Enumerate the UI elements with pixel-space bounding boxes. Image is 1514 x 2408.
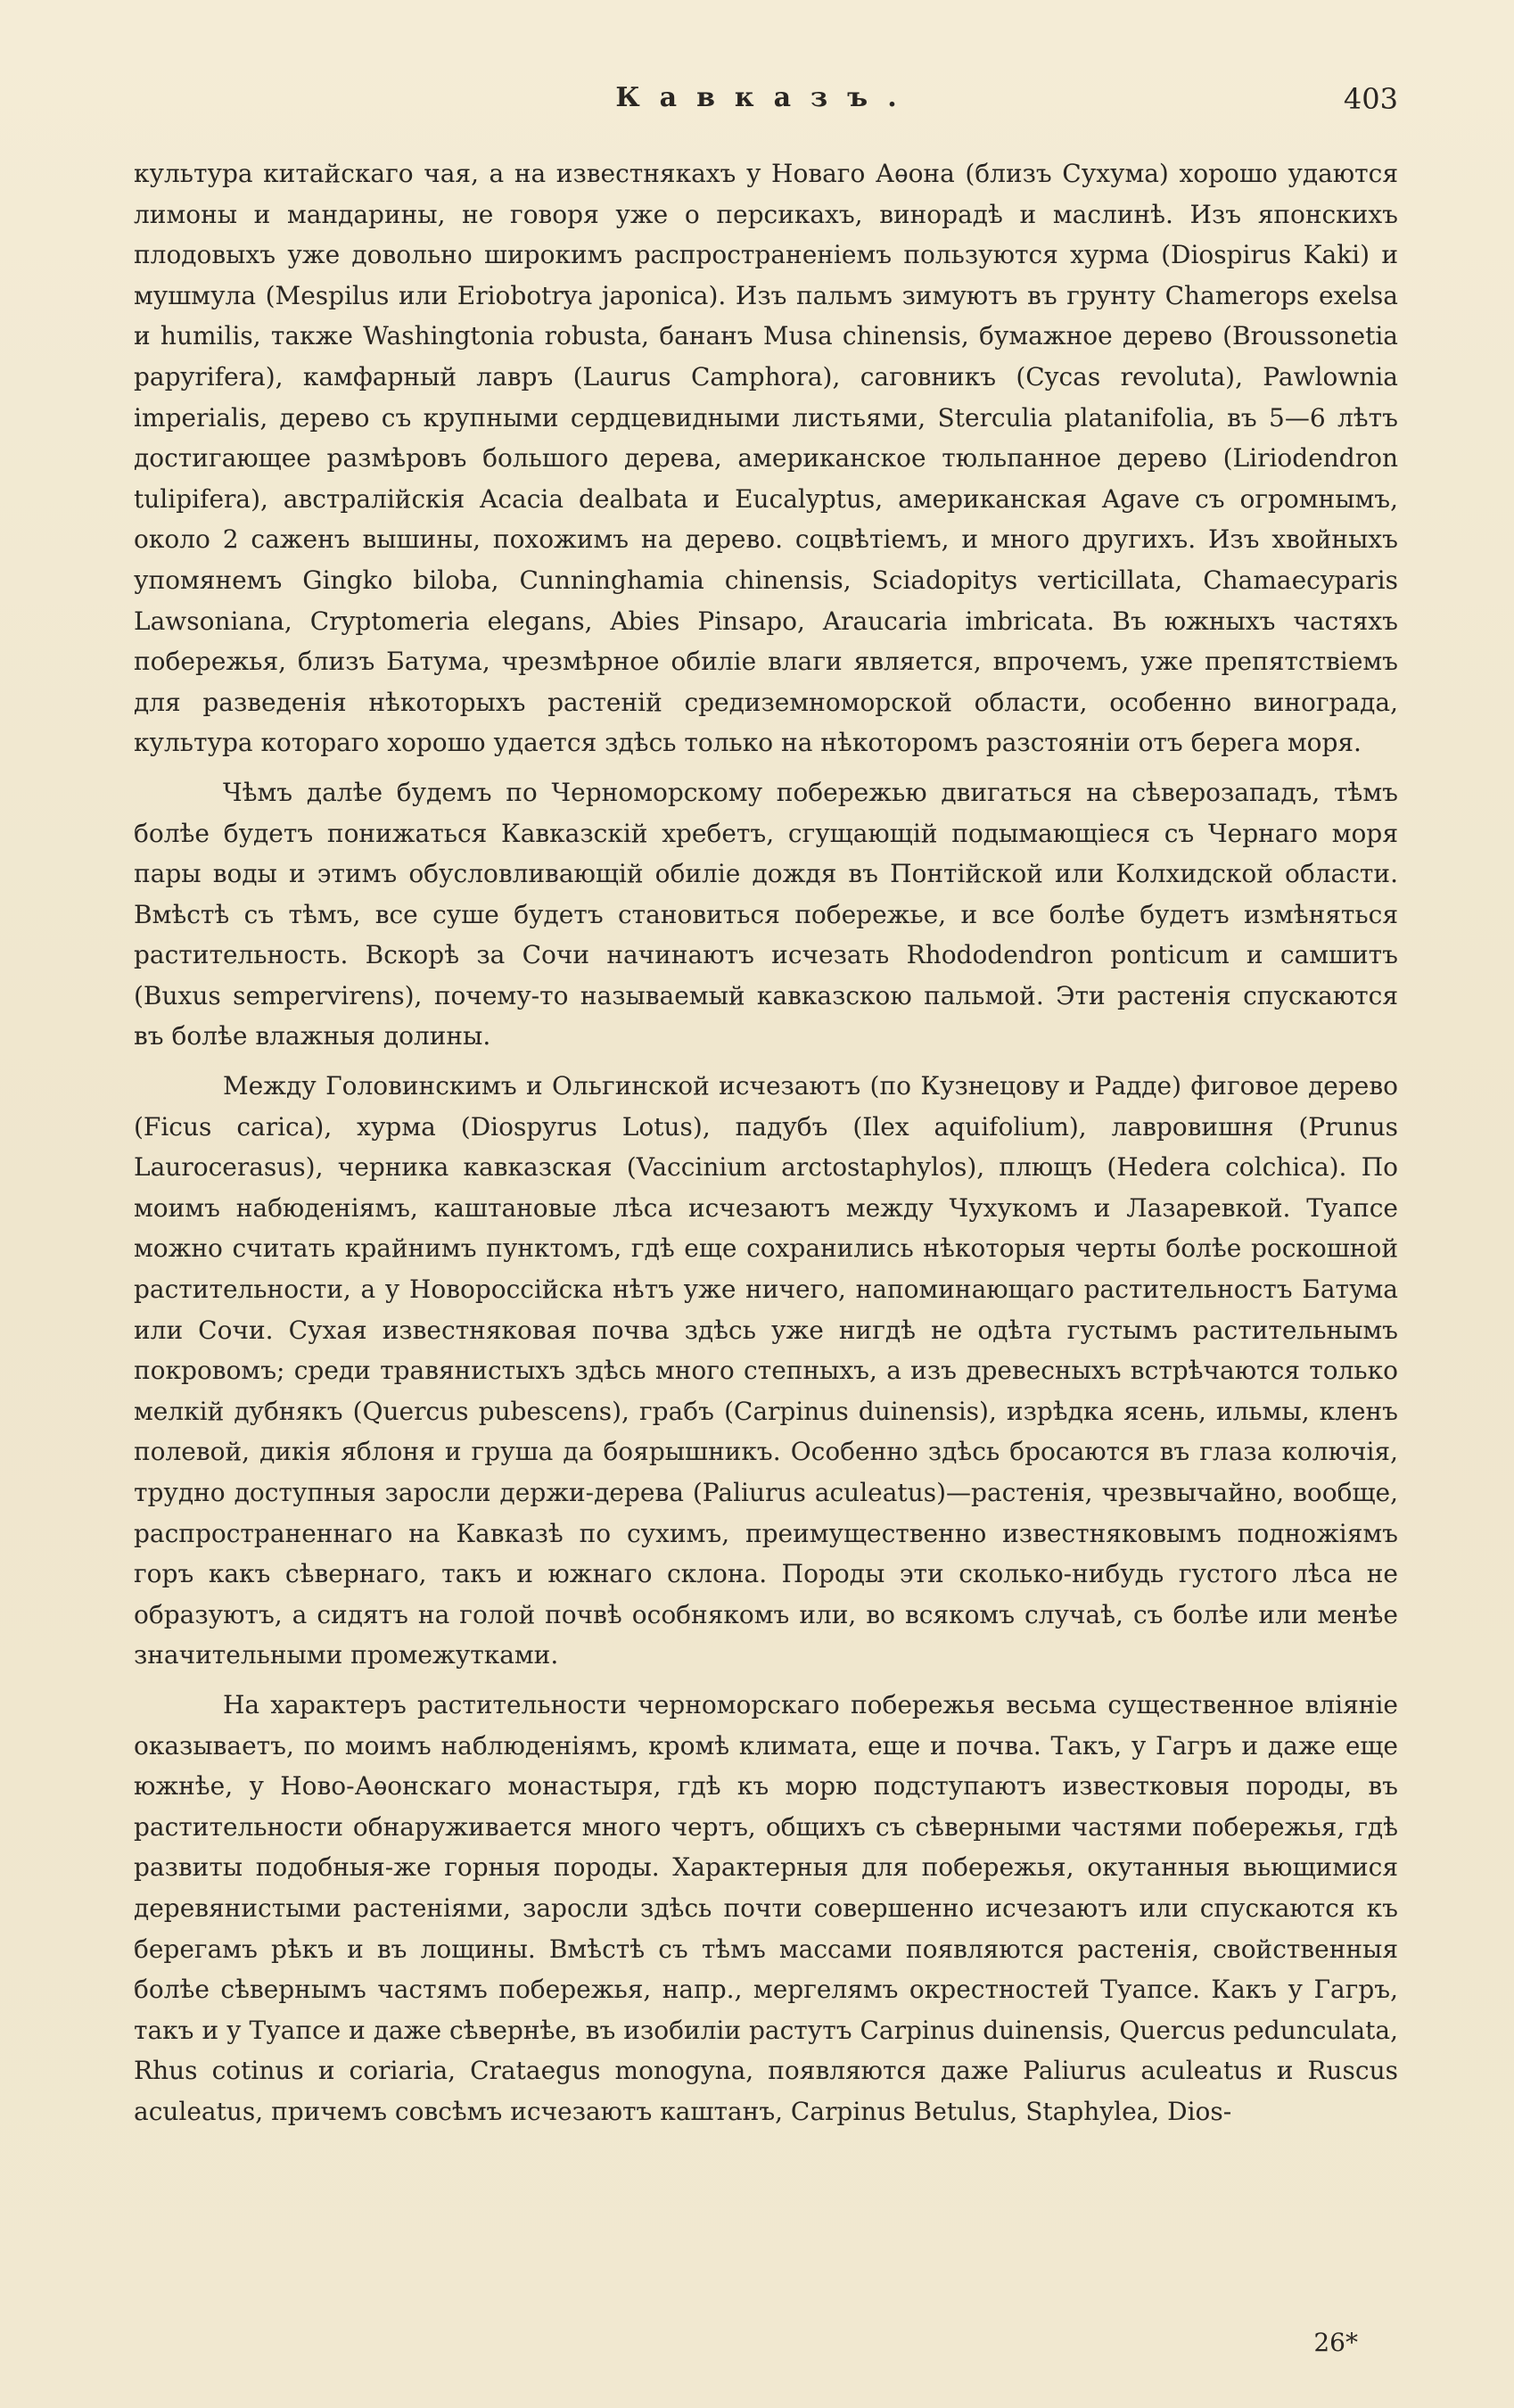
page-number: 403 <box>1343 82 1398 116</box>
paragraph: Между Головинскимъ и Ольгинской исчезаютъ (по Кузнецову и Радде) фиговое дерево (Ficus carica), хурма (Diospyrus Lotus), падубъ (Ilex aquifolium), лавровишня (Prunus Laurocerasus), черника кавказская (Vaccinium arctostaphylos), плющъ (Hedera colchica). По моимъ набюденіямъ, каштановые лѣса исчезаютъ между Чухукомъ и Лазаревкой. Туапсе можно считать крайнимъ пунктомъ, гдѣ еще сохранились нѣкоторыя черты болѣе роскошной растительности, а у Новороссійска нѣтъ уже ничего, напоминающаго растительностъ Батума или Сочи. Сухая известняковая почва здѣсь уже нигдѣ не одѣта густымъ растительнымъ покровомъ; среди травянистыхъ здѣсь много степныхъ, а изъ древесныхъ встрѣчаются только мелкій дубнякъ (Quercus pubescens), грабъ (Carpinus duinensis), изрѣдка ясень, ильмы, кленъ полевой, дикія яблоня и груша да боярышникъ. Особенно здѣсь бросаются въ глаза колючія, трудно доступныя заросли держи-дерева (Paliurus aculeatus)—растенія, чрезвычайно, вообще, распространеннаго на Кавказѣ по сухимъ, преимущественно известняковымъ подножіямъ горъ какъ сѣвернаго, такъ и южнаго склона. Породы эти сколько-нибудь густого лѣса не образуютъ, а сидятъ на голой почвѣ особнякомъ или, во всякомъ случаѣ, съ болѣе или менѣе значительными промежутками. <box>134 1071 1398 1670</box>
page-header <box>134 82 1398 127</box>
running-title: Кавказъ. <box>615 82 917 113</box>
paragraph: На характеръ растительности черноморскаго побережья весьма существенное вліяніе оказываетъ, по моимъ наблюденіямъ, кромѣ климата, еще и почва. Такъ, у Гагръ и даже еще южнѣе, у Ново-Аѳонскаго монастыря, гдѣ къ морю подступаютъ известковыя породы, въ растительности обнаруживается много чертъ, общихъ съ сѣверными частями побережья, гдѣ развиты подобныя-же горныя породы. Характерныя для побережья, окутанныя вьющимися деревянистыми растеніями, заросли здѣсь почти совершенно исчезаютъ или спускаются къ берегамъ рѣкъ и въ лощины. Вмѣстѣ съ тѣмъ массами появляются растенія, свойственныя болѣе сѣвернымъ частямъ побережья, напр., мергелямъ окрестностей Туапсе. Какъ у Гагръ, такъ и у Туапсе и даже сѣвернѣе, въ изобиліи растутъ Carpinus duinensis, Quercus pedunculata, Rhus cotinus и coriaria, Crataegus monogyna, появляются даже Paliurus aculeatus и Ruscus aculeatus, причемъ совсѣмъ исчезаютъ каштанъ, Carpinus Betulus, Staphylea, Dios- <box>134 1689 1398 2126</box>
signature-mark: 26* <box>1313 2328 1358 2357</box>
paragraph: Чѣмъ далѣе будемъ по Черноморскому побережью двигаться на сѣверозападъ, тѣмъ болѣе будетъ понижаться Кавказскій хребетъ, сгущающій подымающіеся съ Чернаго моря пары воды и этимъ обусловливающій обиліе дождя въ Понтійской или Колхидской области. Вмѣстѣ съ тѣмъ, все суше будетъ становиться побережье, и все болѣе будетъ измѣняться растительность. Вскорѣ за Сочи начинаютъ исчезать Rhododendron ponticum и самшитъ (Buxus sempervirens), почему-то называемый кавказскою пальмой. Эти растенія спускаются въ болѣе влажныя долины. <box>134 777 1398 1051</box>
body-text <box>134 153 1398 2132</box>
paragraph: культура китайскаго чая, а на известнякахъ у Новаго Аѳона (близъ Сухума) хорошо удаются лимоны и мандарины, не говоря уже о персикахъ, винорадѣ и маслинѣ. Изъ японскихъ плодовыхъ уже довольно широкимъ распространеніемъ пользуются хурма (Diospirus Kaki) и мушмула (Mespilus или Eriobotrya japonica). Изъ пальмъ зимуютъ въ грунту Chamerops exelsa и humilis, также Washingtonia robusta, бананъ Musa chinensis, бумажное дерево (Broussonetia papyrifera), камфарный лавръ (Laurus Camphora), саговникъ (Cycas revoluta), Pawlownia imperialis, дерево съ крупными сердцевидными листьями, Sterculia platanifolia, въ 5—6 лѣтъ достигающее размѣровъ большого дерева, американское тюльпанное дерево (Liriodendron tulipifera), австралійскія Acacia dealbata и Eucalyptus, американская Agave съ огромнымъ, около 2 саженъ вышины, похожимъ на дерево. соцвѣтіемъ, и много другихъ. Изъ хвойныхъ упомянемъ Gingko biloba, Cunninghamia chinensis, Sciadopitys verticillata, Chamaecyparis Lawsoniana, Cryptomeria elegans, Abies Pinsapo, Araucaria imbricata. Въ южныхъ частяхъ побережья, близъ Батума, чрезмѣрное обиліе влаги является, впрочемъ, уже препятствіемъ для разведенія нѣкоторыхъ растеній средиземноморской области, особенно винограда, культура котораго хорошо удается здѣсь только на нѣкоторомъ разстояніи отъ берега моря. <box>134 159 1398 758</box>
